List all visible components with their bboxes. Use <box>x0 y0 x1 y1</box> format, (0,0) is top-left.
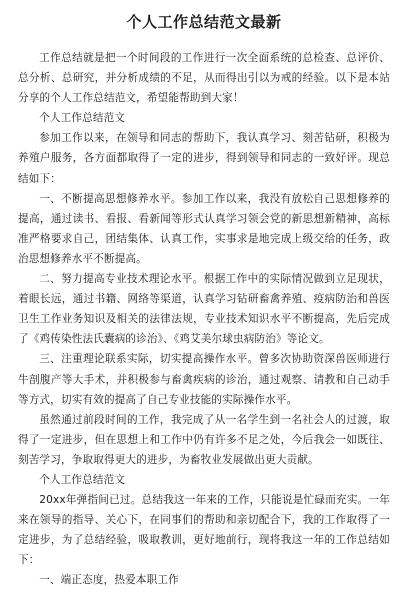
paragraph-point-1: 一、不断提高思想修养水平。参加工作以来，我没有放松自己思想修养的提高，通过读书、看报、看新闻等形式认真学习领会党的新思想新精神，高标准严格要求自己，团结集体、认真工作，实事求是地完成上级交给的任务，政治思想修养水平不断提高。 <box>18 192 390 265</box>
document-title: 个人工作总结范文最新 <box>126 13 282 31</box>
paragraph-conclusion: 虽然通过前段时间的工作，我完成了从一名学生到一名社会人的过渡，取得了一定进步，但在思想上和工作中仍有许多不足之处，今后我会一如既往、刻苦学习，争取取得更大的进步，为畜牧业发展做出更大贡献。 <box>18 413 390 466</box>
paragraph-point-3: 三、注重理论联系实际，切实提高操作水平。曾多次协助资深兽医师进行牛剖腹产等大手术，并积极参与畜禽疾病的诊治，通过观察、请教和自己动手等方式，切实有效的提高了自己专业技能的实际操作水平。 <box>18 353 390 406</box>
section-heading-1: 个人工作总结范文 <box>39 112 126 125</box>
paragraph-year-summary: 20xx年弹指间已过。总结我这一年来的工作，只能说是忙碌而充实。一年来在领导的指导、关心下，在同事们的帮助和亲切配合下，我的工作取得了一定进步，为了总结经验，吸取教训，更好地前行，现将我这一年的工作总结如下： <box>18 494 390 567</box>
paragraph-point-1-title: 一、端正态度，热爱本职工作 <box>39 574 179 587</box>
section-heading-2: 个人工作总结范文 <box>39 473 126 486</box>
paragraph-intro: 工作总结就是把一个时间段的工作进行一次全面系统的总检查、总评价、总分析、总研究，并分析成绩的不足，从而得出引以为戒的经验。以下是本站分享的个人工作总结范文，希望能帮助到大家！ <box>18 52 390 105</box>
paragraph-point-2: 二、努力提高专业技术理论水平。根据工作中的实际情况做到立足现状，着眼长远，通过书籍、网络等渠道，认真学习钻研畜禽养殖、疫病防治和兽医卫生工作业务知识及相关的法律法规，专业技术知识水平不断提高，先后完成了《鸡传染性法氏囊病的诊治》、《鸡艾美尔球虫病防治》等论文。 <box>18 273 390 346</box>
paragraph-opening: 参加工作以来，在领导和同志的帮助下，我认真学习、刻苦钻研，积极为养殖户服务，各方面都取得了一定的进步，得到领导和同志的一致好评。现总结如下： <box>18 132 390 185</box>
